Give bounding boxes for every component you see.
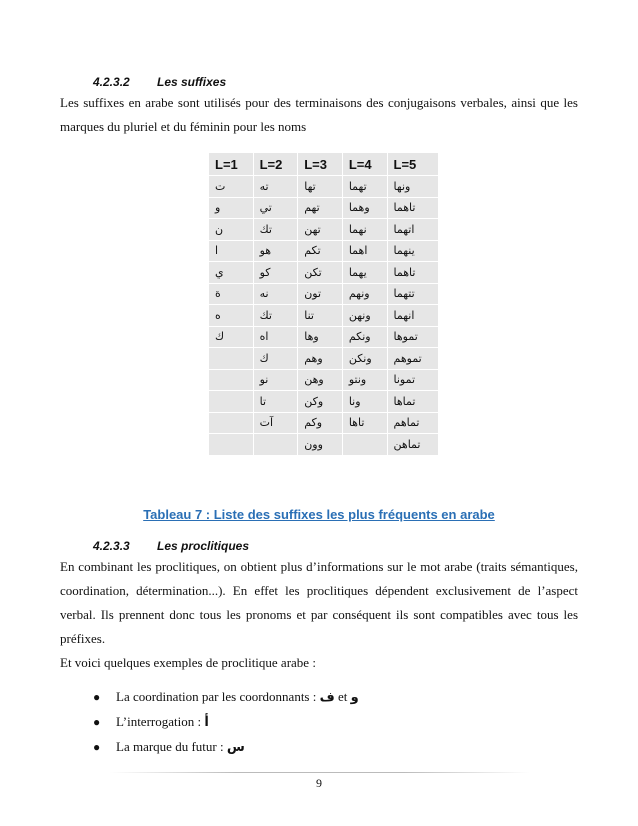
table-cell: وكن	[298, 391, 343, 413]
table-cell: تي	[253, 197, 298, 219]
table-row	[209, 412, 439, 434]
table-cell: ه	[209, 305, 254, 327]
table-row	[209, 348, 439, 370]
table-cell: تاها	[342, 412, 387, 434]
para2-line-3: verbal. Ils prennent donc tous les pronoms et par conséquent ils sont compatibles avec tous les	[60, 607, 578, 622]
table-cell: آت	[253, 412, 298, 434]
table-cell: تك	[253, 305, 298, 327]
table-cell: تهم	[298, 197, 343, 219]
table-cell: تها	[298, 176, 343, 198]
table-cell: ونها	[387, 176, 438, 198]
bullet-text: La marque du futur :	[116, 739, 227, 754]
table-cell: تتهما	[387, 283, 438, 305]
table-cell: وهما	[342, 197, 387, 219]
table-cell: ينهما	[387, 240, 438, 262]
table-cell: وون	[298, 434, 343, 456]
table-cell	[209, 434, 254, 456]
table-cell: تهما	[342, 176, 387, 198]
table-cell: وكم	[298, 412, 343, 434]
table-cell: تماهم	[387, 412, 438, 434]
table-cell: ونكن	[342, 348, 387, 370]
table-row	[209, 326, 439, 348]
table-cell: تاهما	[387, 262, 438, 284]
table-cell	[209, 369, 254, 391]
header-cell: L=2	[253, 153, 298, 176]
table-cell: ته	[253, 176, 298, 198]
table-cell: كو	[253, 262, 298, 284]
table-row	[209, 434, 439, 456]
table-cell: و	[209, 197, 254, 219]
table-cell: وها	[298, 326, 343, 348]
table-cell: تموهم	[387, 348, 438, 370]
bullet-item	[116, 714, 209, 730]
header-cell: L=5	[387, 153, 438, 176]
para2-line-4: préfixes.	[60, 631, 106, 646]
suffix-table	[208, 152, 439, 456]
table-cell	[253, 434, 298, 456]
section-title: Les suffixes	[157, 75, 227, 89]
footer-divider	[110, 772, 530, 773]
bullet-icon: ●	[93, 690, 101, 704]
bullet-text: La coordination par les coordonnants :	[116, 689, 320, 704]
table-row	[209, 262, 439, 284]
table-cell: وهن	[298, 369, 343, 391]
table-cell: هو	[253, 240, 298, 262]
table-cell: ك	[253, 348, 298, 370]
bullet-icon: ●	[93, 715, 101, 729]
table-cell: نه	[253, 283, 298, 305]
table-cell	[209, 391, 254, 413]
table-cell: ن	[209, 219, 254, 241]
section-title: Les proclitiques	[157, 539, 250, 553]
table-cell: تك	[253, 219, 298, 241]
table-cell: تكم	[298, 240, 343, 262]
intro-line-1: Les suffixes en arabe sont utilisés pour des terminaisons des conjugaisons verbales, ainsi que les	[60, 95, 578, 110]
table-cell: ونكم	[342, 326, 387, 348]
table-row	[209, 240, 439, 262]
table-cell: نو	[253, 369, 298, 391]
table-cell: تهن	[298, 219, 343, 241]
table-cell: اتهما	[387, 219, 438, 241]
section-number: 4.2.3.3	[93, 539, 130, 553]
bullet-conjunction: et	[334, 689, 351, 704]
table-cell: تماها	[387, 391, 438, 413]
table-cell: تاهما	[387, 197, 438, 219]
arabic-letter: أ	[204, 715, 209, 730]
table-body	[209, 176, 439, 456]
table-row	[209, 219, 439, 241]
table-cell: ونا	[342, 391, 387, 413]
table-cell: اهما	[342, 240, 387, 262]
table-cell: تون	[298, 283, 343, 305]
header-cell: L=1	[209, 153, 254, 176]
table-cell: ا	[209, 240, 254, 262]
arabic-letter: س	[226, 740, 245, 755]
table-row	[209, 197, 439, 219]
table-cell: تماهن	[387, 434, 438, 456]
table-cell: ونتو	[342, 369, 387, 391]
table-cell	[209, 412, 254, 434]
table-cell: ت	[209, 176, 254, 198]
table-cell: وهم	[298, 348, 343, 370]
para2-line-2: coordination, détermination...). En effet les proclitiques dépendent exclusivement de l’aspect	[60, 583, 578, 598]
table-cell	[209, 348, 254, 370]
table-cell: يهما	[342, 262, 387, 284]
header-cell: L=3	[298, 153, 343, 176]
para2-line-5: Et voici quelques exemples de proclitique arabe :	[60, 655, 316, 670]
table-cell: تمونا	[387, 369, 438, 391]
intro-line-2: marques du pluriel et du féminin pour les noms	[60, 119, 307, 134]
table-row	[209, 283, 439, 305]
header-cell: L=4	[342, 153, 387, 176]
table-row	[209, 305, 439, 327]
para2-line-1: En combinant les proclitiques, on obtient plus d’informations sur le mot arabe (traits sémantiques,	[60, 559, 578, 574]
table-cell: ونهن	[342, 305, 387, 327]
arabic-letter: و	[350, 690, 359, 705]
table-cell: نهما	[342, 219, 387, 241]
section-heading-suffixes	[93, 75, 226, 89]
table-caption: Tableau 7 : Liste des suffixes les plus fréquents en arabe	[143, 507, 495, 522]
table-cell: ك	[209, 326, 254, 348]
table-cell: تا	[253, 391, 298, 413]
table-cell: انهما	[387, 305, 438, 327]
bullet-text: L’interrogation :	[116, 714, 205, 729]
section-heading-proclitiques	[93, 539, 249, 553]
table-row	[209, 391, 439, 413]
table-row	[209, 369, 439, 391]
table-header-row	[209, 153, 439, 176]
table-row	[209, 176, 439, 198]
table-cell: تموها	[387, 326, 438, 348]
table-cell: تكن	[298, 262, 343, 284]
table-cell: تنا	[298, 305, 343, 327]
table-cell	[342, 434, 387, 456]
bullet-item	[116, 739, 245, 755]
page-number: 9	[316, 776, 322, 790]
table-cell: ة	[209, 283, 254, 305]
arabic-letter: ف	[319, 690, 335, 705]
table-cell: ونهم	[342, 283, 387, 305]
table-cell: اه	[253, 326, 298, 348]
section-number: 4.2.3.2	[93, 75, 130, 89]
bullet-item	[116, 689, 359, 705]
bullet-icon: ●	[93, 740, 101, 754]
table-cell: ي	[209, 262, 254, 284]
